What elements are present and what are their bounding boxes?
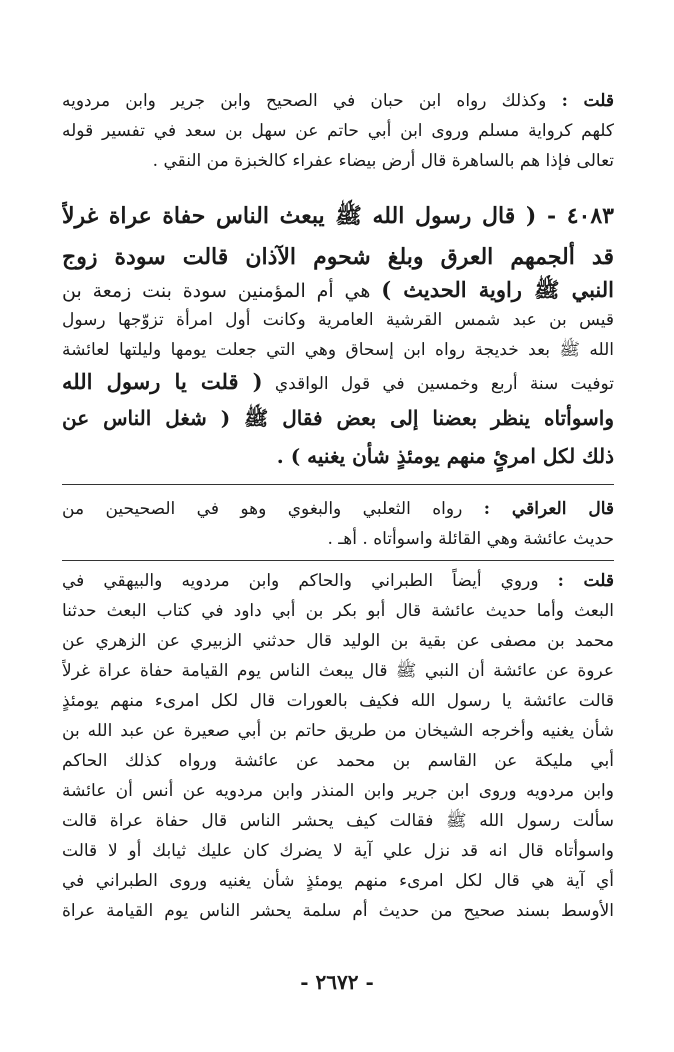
bold-line: ذلك لكل امرئٍ منهم يومئذٍ شأن يغنيه ) . — [276, 444, 614, 468]
text-line: قلت : وروي أيضاً الطبراني والحاكم وابن مردويه والبيهقي في — [62, 571, 614, 591]
text-line: واسوأتاه قال انه قد نزل علي آية لا يضرك كان عليك ثيابك أو لا قالت — [62, 841, 614, 861]
heading-line: قد ألجمهم العرق وبلغ شحوم الآذان قالت سودة زوج — [62, 244, 614, 270]
section-divider — [62, 560, 614, 561]
text-line: قال العراقي : رواه الثعلبي والبغوي وهو في الصحيحين من — [62, 499, 614, 519]
bold-phrase: النبي ﷺ راوية الحديث ) — [381, 277, 614, 302]
text-line: تعالى فإذا هم بالساهرة قال أرض بيضاء عفراء كالخبزة من النقي . — [152, 151, 614, 171]
text-line: حديث عائشة وهي القائلة واسوأتاه . أهـ . — [327, 529, 614, 549]
text-line: البعث وأما حديث عائشة قال أبو بكر بن أبي داود في كتاب البعث حدثنا — [62, 601, 614, 621]
text-line: محمد بن مصفى عن بقية بن الوليد قال حدثني الزبيري عن الزهري عن — [62, 631, 614, 651]
text-line: الأوسط بسند صحيح من حديث أم سلمة يحشر الناس يوم القيامة عراة — [62, 901, 614, 921]
text-line: أبي مليكة عن القاسم بن محمد عن عائشة ورواه كذلك الحاكم — [62, 751, 614, 771]
iraqi-note — [62, 494, 614, 554]
text-line: عروة عن عائشة أن النبي ﷺ قال يبعث الناس يوم القيامة حفاة عراة غرلاً — [62, 661, 614, 681]
text-line: توفيت سنة أربع وخمسين في قول الواقدي ( قلت يا رسول الله — [62, 369, 614, 394]
text-line: قالت عائشة يا رسول الله فكيف بالعورات قال لكل امرىء منهم يومئذٍ — [62, 691, 614, 711]
hadith-heading — [62, 196, 614, 278]
text-line: النبي ﷺ راوية الحديث ) هي أم المؤمنين سودة بنت زمعة بن — [62, 277, 614, 302]
text-line: كلهم كرواية مسلم وروى ابن أبي حاتم عن سهل بن سعد في تفسير قوله — [62, 121, 614, 141]
text-line: سألت رسول الله ﷺ فقالت كيف يحشر الناس قال حفاة عراة قالت — [62, 811, 614, 831]
bold-phrase: ( قلت يا رسول الله — [62, 369, 263, 394]
paragraph-label: قلت : — [557, 571, 614, 591]
text-line: وابن مردويه وروى ابن جرير وابن المنذر وابن مردويه عن أنس أن عائشة — [62, 781, 614, 801]
text-line: قلت : وكذلك رواه ابن حبان في الصحيح وابن جرير وابن مردويه — [62, 91, 614, 111]
paragraph-label: قال العراقي : — [483, 499, 614, 519]
page-number: - ٢٦٧٢ - — [300, 970, 374, 994]
text-line: الله ﷺ بعد خديجة رواه ابن إسحاق وهي التي جعلت يومها وليلتها لعائشة — [62, 340, 614, 360]
text-line: شأن يغنيه وأخرجه الشيخان من طريق حاتم بن أبي صعيرة عن عبد الله بن — [62, 721, 614, 741]
section-divider — [62, 484, 614, 485]
paragraph-1 — [62, 86, 614, 176]
bold-line: واسوأتاه ينظر بعضنا إلى بعض فقال ﷺ ( شغل الناس عن — [62, 406, 614, 430]
paragraph-2 — [62, 275, 614, 475]
paragraph-label: قلت : — [561, 91, 614, 111]
heading-line: ٤٠٨٣ - ( قال رسول الله ﷺ يبعث الناس حفاة عراة غرلاً — [62, 203, 614, 229]
text-line: قيس بن عبد شمس القرشية العامرية وكانت أول امرأة تزوّجها رسول — [62, 310, 614, 330]
paragraph-3 — [62, 566, 614, 926]
text-line: أي آية هي قال لكل امرىء منهم يومئذٍ شأن يغنيه وروى الطبراني في — [62, 871, 614, 891]
